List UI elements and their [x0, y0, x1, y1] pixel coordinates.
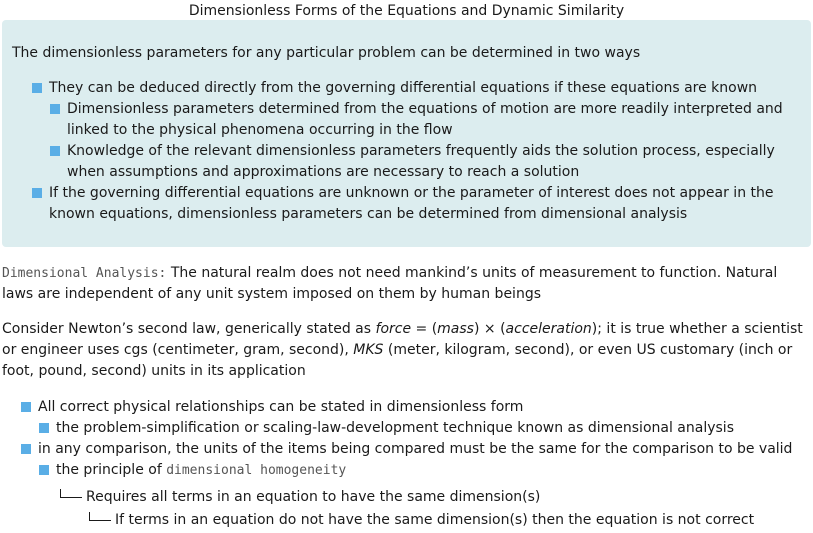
summary-box	[2, 20, 811, 247]
bullet-text: If the governing differential equations are unknown or the parameter of interest does not appear in the known equations, dimensionless parameters can be determined from dimensional analysis	[49, 185, 774, 222]
newton-text: ) × (	[473, 321, 506, 337]
bullet-item	[32, 183, 809, 225]
bullet-item	[21, 397, 811, 418]
acceleration-term: acceleration	[505, 321, 592, 337]
dimensional-analysis-paragraph	[2, 263, 807, 305]
square-bullet-icon	[21, 402, 31, 412]
square-bullet-icon	[32, 83, 42, 93]
bullet-item	[39, 418, 809, 439]
bullet-item	[50, 141, 809, 183]
square-bullet-icon	[50, 104, 60, 114]
tree-text: If terms in an equation do not have the same dimension(s) then the equation is not correct	[115, 512, 755, 528]
bullet-text: in any comparison, the units of the items being compared must be the same for the comparison to be valid	[38, 441, 793, 457]
square-bullet-icon	[50, 146, 60, 156]
tree-branch-icon	[60, 489, 82, 498]
tree-branch-icon	[89, 512, 111, 521]
bullet-text	[56, 460, 809, 481]
bullet-text: Knowledge of the relevant dimensionless parameters frequently aids the solution process, especially when assumptions and approximations are necessary to reach a solution	[67, 143, 775, 180]
newton-text: = (	[411, 321, 438, 337]
square-bullet-icon	[21, 444, 31, 454]
newton-text: ); it is true whether a scientist or engineer uses cgs (centimeter, gram, second),	[2, 321, 803, 358]
square-bullet-icon	[39, 465, 49, 475]
dimensional-analysis-text: The natural realm does not need mankind’s units of measurement to function. Natural laws are independent of any unit system imposed on them by human beings	[2, 265, 778, 302]
homogeneity-code: dimensional homogeneity	[166, 463, 347, 478]
square-bullet-icon	[39, 423, 49, 433]
bullet-item	[21, 439, 811, 460]
principle-text: the principle of	[56, 462, 167, 478]
summary-lead: The dimensionless parameters for any particular problem can be determined in two ways	[12, 45, 641, 61]
page-title: Dimensionless Forms of the Equations and Dynamic Similarity	[188, 3, 625, 19]
bullet-item	[32, 78, 807, 99]
force-term: force	[375, 321, 412, 337]
square-bullet-icon	[32, 188, 42, 198]
dimensional-analysis-label: Dimensional Analysis:	[2, 266, 167, 281]
mks-term: MKS	[353, 342, 384, 358]
bullet-text: the problem-simplification or scaling-law-development technique known as dimensional analysis	[56, 420, 734, 436]
newton-text: (meter, kilogram, second), or even US customary (inch or foot, pound, second) units in its application	[2, 342, 793, 379]
tree-text: Requires all terms in an equation to have the same dimension(s)	[86, 489, 541, 505]
bullet-item	[39, 460, 809, 481]
bullet-text: All correct physical relationships can be stated in dimensionless form	[38, 399, 524, 415]
newton-paragraph	[2, 319, 807, 382]
mass-term: mass	[437, 321, 474, 337]
newton-text: Consider Newton’s second law, generically stated as	[2, 321, 376, 337]
bullet-text: They can be deduced directly from the governing differential equations if these equations are known	[49, 80, 758, 96]
tree-item	[60, 487, 540, 508]
bullet-item	[50, 99, 805, 141]
bullet-text: Dimensionless parameters determined from the equations of motion are more readily interpreted and linked to the physical phenomena occurring in the flow	[67, 101, 783, 138]
tree-item	[89, 510, 754, 531]
